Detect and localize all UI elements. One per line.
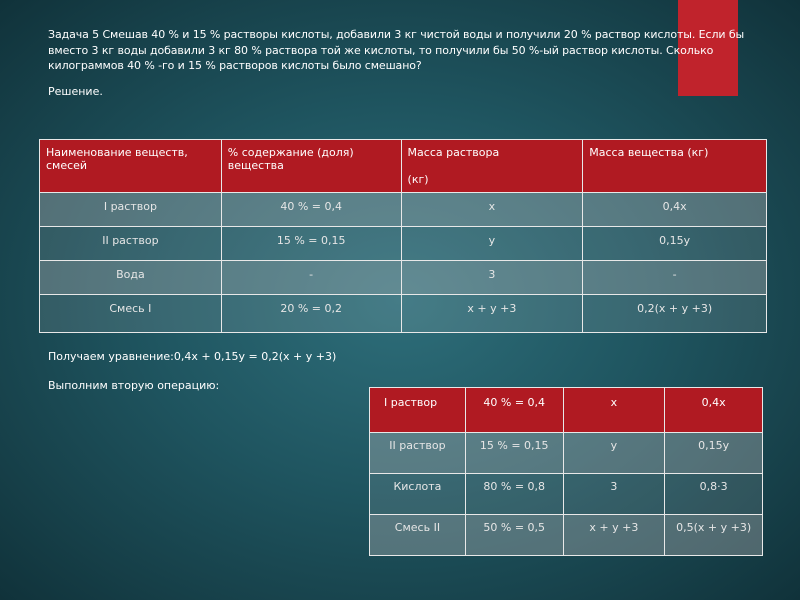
table-cell: 0,2(x + y +3) xyxy=(583,295,767,333)
table-cell: 20 % = 0,2 xyxy=(221,295,401,333)
table-first-operation xyxy=(39,139,767,333)
table-cell: II раствор xyxy=(370,433,466,474)
table-cell: y xyxy=(401,227,583,261)
table-row xyxy=(370,515,763,556)
table-cell: x + y +3 xyxy=(563,515,665,556)
table-cell: 40 % = 0,4 xyxy=(221,193,401,227)
table-row xyxy=(370,474,763,515)
table-cell: 40 % = 0,4 xyxy=(465,388,563,433)
table-cell: 0,4x xyxy=(583,193,767,227)
header-percent: % содержание (доля) вещества xyxy=(221,140,401,193)
table-cell: 0,4x xyxy=(665,388,763,433)
table-cell: 0,15y xyxy=(583,227,767,261)
table-cell: 0,8·3 xyxy=(665,474,763,515)
table-cell: x xyxy=(401,193,583,227)
table-cell: 3 xyxy=(563,474,665,515)
header-solution-mass-unit: (кг) xyxy=(407,173,429,186)
table-cell: x + y +3 xyxy=(401,295,583,333)
table-cell: Кислота xyxy=(370,474,466,515)
table-cell: x xyxy=(563,388,665,433)
table-second-operation xyxy=(369,387,763,556)
table-cell: II раствор xyxy=(40,227,222,261)
header-substance-mass: Масса вещества (кг) xyxy=(583,140,767,193)
table-cell: - xyxy=(583,261,767,295)
table-cell: Смесь II xyxy=(370,515,466,556)
table-cell: 0,5(x + y +3) xyxy=(665,515,763,556)
table-cell: 0,15y xyxy=(665,433,763,474)
table-cell: 50 % = 0,5 xyxy=(465,515,563,556)
task-statement: Задача 5 Смешав 40 % и 15 % растворы кислоты, добавили 3 кг чистой воды и получили 20 % раствор кислоты. Если бы вместо 3 кг воды добавили 3 кг 80 % раствора той же кислоты, то получили бы 50 %-ый раствор кислоты. Сколько килограммов 40 % -го и 15 % растворов кислоты было смешано? xyxy=(48,28,745,72)
header-substances: Наименование веществ, смесей xyxy=(40,140,222,193)
header-solution-mass-title: Масса раствора xyxy=(407,146,500,159)
equation-text: Получаем уравнение:0,4x + 0,15y = 0,2(x + y +3) xyxy=(48,350,337,363)
header-solution-mass xyxy=(401,140,583,193)
table-cell: Смесь I xyxy=(40,295,222,333)
second-operation-text: Выполним вторую операцию: xyxy=(48,379,220,392)
table-cell: 15 % = 0,15 xyxy=(465,433,563,474)
table-row xyxy=(40,193,767,227)
table-header-row xyxy=(40,140,767,193)
table-row xyxy=(40,261,767,295)
table-row xyxy=(370,388,763,433)
table-cell: - xyxy=(221,261,401,295)
table-row xyxy=(40,295,767,333)
table-row xyxy=(40,227,767,261)
table-cell: 3 xyxy=(401,261,583,295)
table-cell: I раствор xyxy=(40,193,222,227)
table-cell: I раствор xyxy=(370,388,466,433)
table-row xyxy=(370,433,763,474)
table-cell: Вода xyxy=(40,261,222,295)
table-cell: 15 % = 0,15 xyxy=(221,227,401,261)
table-cell: y xyxy=(563,433,665,474)
table-cell: 80 % = 0,8 xyxy=(465,474,563,515)
solution-label: Решение. xyxy=(48,85,103,98)
